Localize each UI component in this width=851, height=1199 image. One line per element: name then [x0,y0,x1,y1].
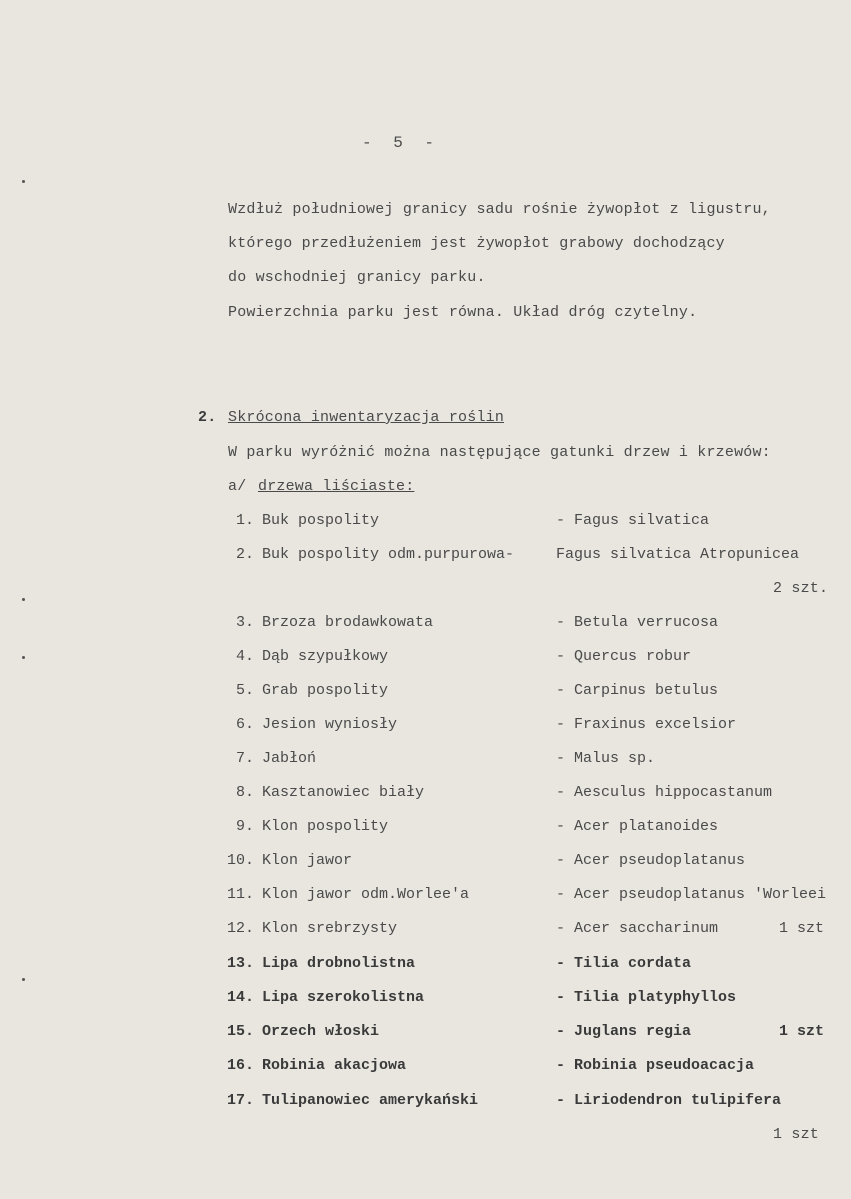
species-latin-name: - Carpinus betulus [556,682,719,699]
species-polish-name [218,1092,478,1109]
species-row [218,818,848,840]
species-polish-label: Brzoza brodawkowata [262,614,434,631]
species-quantity: 1 szt [778,1023,824,1040]
species-latin-name: - Tilia platyphyllos [556,989,737,1006]
species-number: 7. [235,750,254,767]
species-polish-label: Dąb szypułkowy [262,648,389,665]
species-polish-name [218,682,388,699]
species-number: 16. [226,1057,254,1074]
intro-line-4: Powierzchnia parku jest równa. Układ dróg czytelny. [228,304,698,321]
species-polish-label: Jabłoń [262,750,317,767]
species-number: 11. [226,886,254,903]
section-number: 2. [198,409,217,426]
species-row [218,920,848,942]
species-number: 10. [226,852,254,869]
species-polish-label: Klon srebrzysty [262,920,398,937]
intro-line-1: Wzdłuż południowej granicy sadu rośnie żywopłot z ligustru, [228,201,771,218]
species-number: 1. [235,512,254,529]
species-polish-label: Robinia akacjowa [262,1057,407,1074]
species-latin-name: - Quercus robur [556,648,692,665]
species-number: 13. [226,955,254,972]
species-polish-label: Grab pospolity [262,682,389,699]
species-polish-name [218,1057,406,1074]
species-latin-name: Fagus silvatica Atropunicea [556,546,800,563]
species-number: 14. [226,989,254,1006]
species-row [218,1057,848,1079]
species-number: 9. [235,818,254,835]
species-row [218,1023,848,1045]
species-polish-name [218,920,397,937]
margin-mark [22,656,25,659]
subhead-prefix: a/ [228,478,247,495]
species-number: 2. [235,546,254,563]
species-polish-label: Buk pospolity odm.purpurowa- [262,546,515,563]
margin-mark [22,598,25,601]
species-polish-label: Jesion wyniosły [262,716,398,733]
species-latin-name: - Fraxinus excelsior [556,716,737,733]
species-polish-name [218,852,352,869]
species-polish-name [218,1023,379,1040]
note-qty-17: 1 szt [773,1126,820,1143]
species-latin-name: - Betula verrucosa [556,614,719,631]
species-polish-label: Lipa szerokolistna [262,989,425,1006]
species-polish-name [218,784,424,801]
species-latin-name: - Acer pseudoplatanus [556,852,746,869]
species-latin-name: - Fagus silvatica [556,512,710,529]
species-latin-name: - Malus sp. [556,750,656,767]
margin-mark [22,180,25,183]
species-polish-name [218,818,388,835]
species-row [218,546,848,568]
species-latin-name: - Aesculus hippocastanum [556,784,773,801]
species-row [218,648,848,670]
section-lead: W parku wyróżnić można następujące gatunki drzew i krzewów: [228,444,771,461]
margin-mark [22,978,25,981]
species-polish-name [218,512,379,529]
species-row [218,1092,848,1114]
species-number: 17. [226,1092,254,1109]
species-row [218,682,848,704]
species-latin-name: - Liriodendron tulipifera [556,1092,782,1109]
subhead-title: drzewa liściaste: [258,478,415,495]
species-polish-label: Tulipanowiec amerykański [262,1092,479,1109]
species-polish-name [218,886,469,903]
species-row [218,852,848,874]
species-polish-name [218,546,514,563]
species-number: 15. [226,1023,254,1040]
species-polish-name [218,750,316,767]
species-latin-name: - Acer pseudoplatanus 'Worleei [556,886,827,903]
species-row [218,716,848,738]
species-polish-label: Kasztanowiec biały [262,784,425,801]
species-row [218,784,848,806]
species-polish-label: Klon pospolity [262,818,389,835]
species-polish-name [218,648,388,665]
species-number: 8. [235,784,254,801]
species-latin-name: - Tilia cordata [556,955,692,972]
section-title: Skrócona inwentaryzacja roślin [228,409,505,426]
species-row [218,750,848,772]
intro-line-3: do wschodniej granicy parku. [228,269,486,286]
species-polish-name [218,716,397,733]
species-polish-name [218,614,433,631]
species-latin-name: - Robinia pseudoacacja [556,1057,755,1074]
species-latin-name: - Juglans regia [556,1023,692,1040]
species-number: 4. [235,648,254,665]
species-number: 5. [235,682,254,699]
species-polish-label: Klon jawor odm.Worlee'a [262,886,470,903]
species-number: 3. [235,614,254,631]
species-row [218,989,848,1011]
species-polish-label: Orzech włoski [262,1023,380,1040]
note-qty-2: 2 szt. [773,580,829,597]
species-row [218,512,848,534]
species-polish-name [218,955,415,972]
species-latin-name: - Acer saccharinum [556,920,719,937]
species-row [218,955,848,977]
species-latin-name: - Acer platanoides [556,818,719,835]
species-number: 6. [235,716,254,733]
page-number: - 5 - [362,134,441,152]
species-row [218,886,848,908]
species-row [218,614,848,636]
species-number: 12. [226,920,254,937]
species-quantity: 1 szt [778,920,824,937]
species-polish-name [218,989,424,1006]
species-polish-label: Klon jawor [262,852,353,869]
intro-line-2: którego przedłużeniem jest żywopłot grabowy dochodzący [228,235,725,252]
species-polish-label: Lipa drobnolistna [262,955,416,972]
species-polish-label: Buk pospolity [262,512,380,529]
